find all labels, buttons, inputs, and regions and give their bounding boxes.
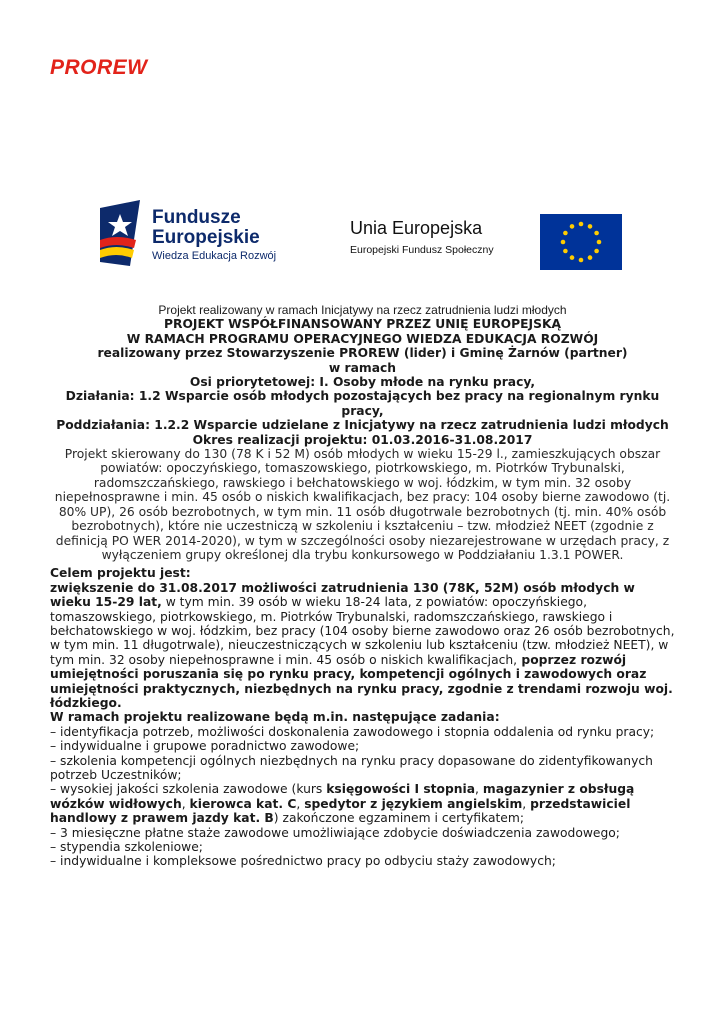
- cofinanced-heading: PROJEKT WSPÓŁFINANSOWANY PRZEZ UNIĘ EUROPEJSKĄ: [163, 317, 561, 332]
- fundusze-title-line2: Europejskie: [152, 227, 260, 248]
- action-line: Działania: 1.2 Wsparcie osób młodych pozostających bez pracy na regionalnym rynku pracy,: [65, 389, 660, 418]
- eu-flag-icon: [540, 214, 622, 274]
- eu-star-icon: [588, 224, 593, 229]
- eu-star-icon: [594, 249, 599, 254]
- prorew-logo: [50, 56, 178, 78]
- course-warehouse: magazynier z obsługą wózków widłowych: [50, 782, 635, 811]
- task4-sep: ,: [522, 796, 531, 811]
- task4-sep: ,: [296, 796, 305, 811]
- course-driver: kierowca kat. C: [189, 796, 297, 811]
- task-item: – 3 miesięczne płatne staże zawodowe umożliwiające zdobycie doświadczenia zawodowego;: [50, 825, 620, 840]
- funding-logos: [96, 200, 636, 280]
- fundusze-subtitle: Wiedza Edukacja Rozwój: [152, 250, 277, 262]
- task-item: – stypendia szkoleniowe;: [50, 840, 203, 855]
- eu-star-icon: [570, 224, 575, 229]
- task4-sep: ,: [181, 796, 190, 811]
- within-line: w ramach: [328, 360, 397, 375]
- period-line: Okres realizacji projektu: 01.03.2016-31.08.2017: [192, 432, 533, 447]
- task-item: – szkolenia kompetencji ogólnych niezbędnych na rynku pracy dopasowane do zidentyfikowanych potrzeb Uczestników;: [50, 753, 653, 782]
- tasks-heading: W ramach projektu realizowane będą m.in. następujące zadania:: [50, 710, 500, 725]
- eu-star-icon: [579, 258, 584, 263]
- goal-heading: Celem projektu jest:: [50, 566, 191, 581]
- course-sales: przedstawiciel handlowy z prawem jazdy kat. B: [50, 796, 631, 826]
- eu-star-icon: [561, 240, 566, 245]
- document-body: [50, 303, 675, 869]
- realized-by: realizowany przez Stowarzyszenie PROREW (lider) i Gminę Żarnów (partner): [97, 346, 628, 361]
- eu-star-icon: [563, 249, 568, 254]
- prorew-logo-text: PROREW: [50, 56, 148, 78]
- course-accounting: księgowości I stopnia: [326, 782, 476, 797]
- fundusze-europejskie-logo: [96, 200, 277, 270]
- goal-paragraph: [50, 581, 675, 711]
- eu-star-icon: [563, 231, 568, 236]
- goal-body: w tym min. 39 osób w wieku 18-24 lata, z powiatów: opoczyńskiego, tomaszowskiego, piotrkowskiego, m. Piotrków Trybunalski, radomszczańskiego, rawskiego i bełchatowskiego w woj. łódzkim, bez pracy (104 osoby bierne zawodowo oraz 26 osób bezrobotnych, w tym min. 11 długotrwale), nieuczestniczących w szkoleniu lub kształceniu (tzw. młodzież NEET), w tym min. 32 osoby niepełnosprawne i min. 45 osób o niskich kwalifikacjach,: [50, 595, 675, 667]
- ue-title: Unia Europejska: [350, 218, 483, 238]
- description-paragraph: Projekt skierowany do 130 (78 K i 52 M) osób młodych w wieku 15-29 l., zamieszkujących obszar powiatów: opoczyńskiego, tomaszowskiego, piotrkowskiego, m. Piotrków Trybunalski, radomszczańskiego, rawskiego i bełchatowskiego w woj. łódzkim, w tym min. 32 osoby niepełnosprawne i min. 45 osób o niskich kwalifikacjach, bez pracy: 104 osoby bierne zawodowo (tj. 80% UP), 26 osób bezrobotnych, w tym min. 11 osób długotrwale bezrobotnych (tj. min. 40% osób bezrobotnych), które nie uczestniczą w szkoleniu i kształceniu – tzw. młodzież NEET (zgodnie z definicją PO WER 2014-2020), w tym w szczególności osoby niezarejestrowane w urzędach pracy, z wyłączeniem grupy określonej dla trybu konkursowego w Poddziałaniu 1.3.1 POWER.: [54, 447, 671, 562]
- fundusze-title-line1: Fundusze: [152, 207, 241, 228]
- goal-bold-lead: zwiększenie do 31.08.2017 możliwości zatrudnienia 130 (78K, 52M) osób młodych w wieku 15-29 lat,: [50, 580, 635, 610]
- eu-star-icon: [597, 240, 602, 245]
- eu-star-icon: [579, 222, 584, 227]
- task-item-trainings: [50, 782, 675, 825]
- task4-end: ) zakończone egzaminem i certyfikatem;: [273, 811, 524, 826]
- eu-star-icon: [594, 231, 599, 236]
- task4-sep: ,: [475, 782, 483, 797]
- goal-bold-tail: poprzez rozwój umiejętności poruszania się po rynku pracy, kompetencji ogólnych i zawodowych oraz umiejętności praktycznych, niezbędnych na rynku pracy, zgodnie z trendami rozwoju woj. łódzkiego.: [50, 652, 673, 710]
- task-item: – indywidualne i kompleksowe pośrednictwo pracy po odbyciu staży zawodowych;: [50, 854, 556, 869]
- eu-star-icon: [588, 255, 593, 260]
- eu-star-icon: [570, 255, 575, 260]
- ue-subtitle: Europejski Fundusz Społeczny: [350, 244, 494, 256]
- task-item: – indywidualne i grupowe poradnictwo zawodowe;: [50, 739, 360, 754]
- task4-text: – wysokiej jakości szkolenia zawodowe (kurs: [50, 782, 327, 797]
- axis-line: Osi priorytetowej: I. Osoby młode na rynku pracy,: [189, 375, 536, 390]
- subaction-line: Poddziałania: 1.2.2 Wsparcie udzielane z Inicjatywy na rzecz zatrudnienia ludzi młodych: [56, 418, 669, 433]
- intro-line: Projekt realizowany w ramach Inicjatywy na rzecz zatrudnienia ludzi młodych: [158, 303, 567, 317]
- task-item: – identyfikacja potrzeb, możliwości doskonalenia zawodowego i stopnia oddalenia od rynku pracy;: [50, 724, 655, 739]
- fundusze-star-icon: [96, 200, 146, 266]
- course-forwarder: spedytor z językiem angielskim: [304, 796, 523, 811]
- program-heading: W RAMACH PROGRAMU OPERACYJNEGO WIEDZA EDUKACJA ROZWÓJ: [126, 331, 599, 346]
